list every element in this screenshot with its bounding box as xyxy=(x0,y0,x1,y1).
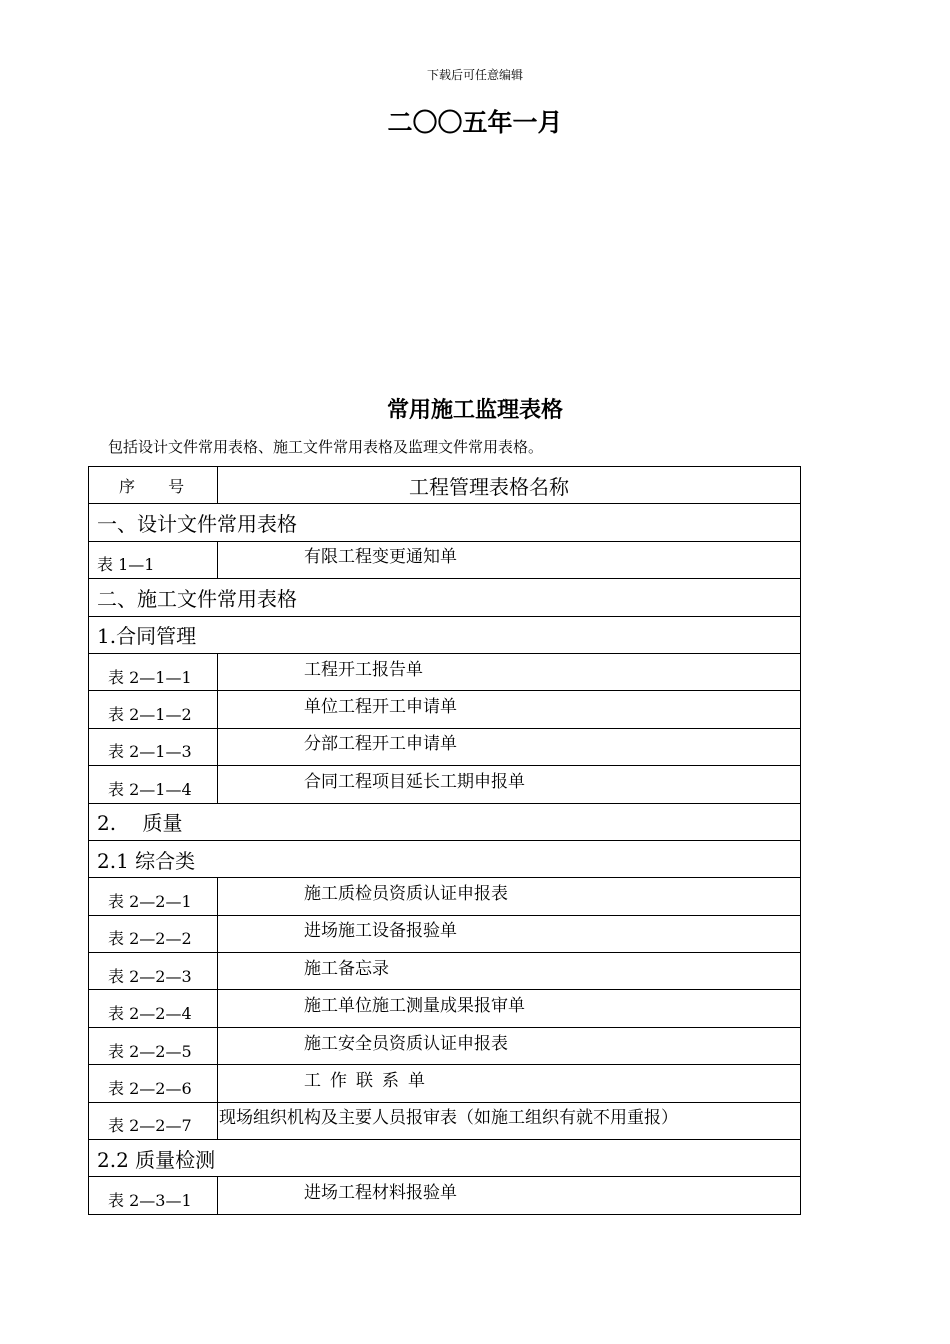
section-label: 2. 质量 xyxy=(89,803,801,840)
table-row xyxy=(89,728,801,765)
section-label: 一、设计文件常用表格 xyxy=(89,504,801,541)
table-row-section xyxy=(89,504,801,541)
form-code: 表 2—2—7 xyxy=(89,1102,218,1139)
table-row xyxy=(89,1102,801,1139)
form-name: 施工单位施工测量成果报审单 xyxy=(218,990,801,1027)
table-row xyxy=(89,878,801,915)
header-seq: 序 号 xyxy=(89,467,218,504)
form-code: 表 2—2—4 xyxy=(89,990,218,1027)
form-code: 表 2—1—3 xyxy=(89,728,218,765)
table-row-section xyxy=(89,1140,801,1177)
form-name: 有限工程变更通知单 xyxy=(218,541,801,578)
table-row xyxy=(89,915,801,952)
form-name: 施工备忘录 xyxy=(218,953,801,990)
form-code: 表 2—1—2 xyxy=(89,691,218,728)
form-code: 表 2—2—6 xyxy=(89,1065,218,1102)
table-header-row xyxy=(89,467,801,504)
section-label: 2.1 综合类 xyxy=(89,840,801,877)
table-row xyxy=(89,990,801,1027)
table-row-section xyxy=(89,803,801,840)
form-name: 工作联系单 xyxy=(218,1065,801,1102)
form-code: 表 2—3—1 xyxy=(89,1177,218,1214)
table-row xyxy=(89,653,801,690)
forms-table xyxy=(88,466,801,1215)
form-name: 工程开工报告单 xyxy=(218,653,801,690)
form-name: 分部工程开工申请单 xyxy=(218,728,801,765)
section-label: 2.2 质量检测 xyxy=(89,1140,801,1177)
table-row xyxy=(89,541,801,578)
table-row xyxy=(89,1177,801,1214)
table-row-section xyxy=(89,579,801,616)
form-name: 进场工程材料报验单 xyxy=(218,1177,801,1214)
form-name: 现场组织机构及主要人员报审表（如施工组织有就不用重报） xyxy=(218,1102,801,1139)
form-code: 表 2—1—1 xyxy=(89,653,218,690)
date-line: 二〇〇五年一月 xyxy=(387,108,563,137)
form-name: 进场施工设备报验单 xyxy=(218,915,801,952)
table-row xyxy=(89,1027,801,1064)
table-row xyxy=(89,953,801,990)
form-name: 单位工程开工申请单 xyxy=(218,691,801,728)
section-label: 二、施工文件常用表格 xyxy=(89,579,801,616)
form-code: 表 2—2—3 xyxy=(89,953,218,990)
form-code: 表 2—2—1 xyxy=(89,878,218,915)
form-name: 施工安全员资质认证申报表 xyxy=(218,1027,801,1064)
form-name: 合同工程项目延长工期申报单 xyxy=(218,766,801,803)
table-row xyxy=(89,766,801,803)
table-row xyxy=(89,1065,801,1102)
table-row xyxy=(89,691,801,728)
document-title: 常用施工监理表格 xyxy=(386,398,563,423)
document-intro: 包括设计文件常用表格、施工文件常用表格及监理文件常用表格。 xyxy=(108,438,544,456)
section-label: 1.合同管理 xyxy=(89,616,801,653)
form-code: 表 2—2—5 xyxy=(89,1027,218,1064)
form-name: 施工质检员资质认证申报表 xyxy=(218,878,801,915)
table-row-section xyxy=(89,616,801,653)
form-code: 表 2—2—2 xyxy=(89,915,218,952)
table-row-section xyxy=(89,840,801,877)
header-note: 下载后可任意编辑 xyxy=(426,68,523,82)
form-code: 表 2—1—4 xyxy=(89,766,218,803)
header-name: 工程管理表格名称 xyxy=(218,467,801,504)
form-code: 表 1—1 xyxy=(89,541,218,578)
